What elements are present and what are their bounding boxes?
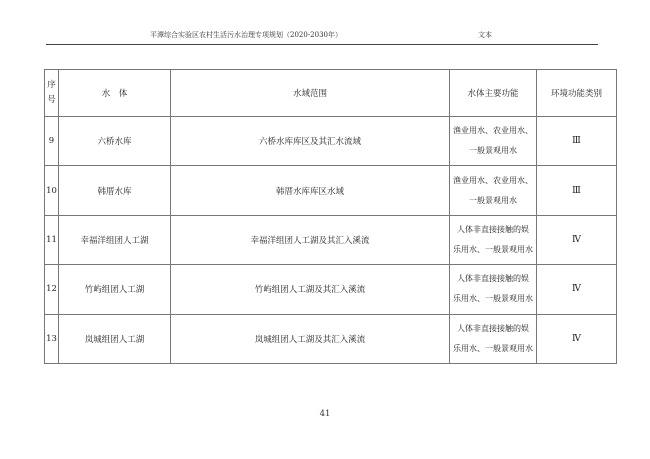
row-class: Ⅳ	[537, 265, 617, 314]
row-index: 12	[45, 265, 59, 314]
page-header	[46, 29, 597, 42]
table-row	[45, 314, 617, 363]
header-class: 环境功能类别	[537, 70, 617, 117]
row-class: Ⅲ	[537, 166, 617, 215]
document-type-label: 文本	[478, 31, 492, 39]
row-index: 9	[45, 117, 59, 166]
table-row	[45, 215, 617, 264]
row-class: Ⅲ	[537, 117, 617, 166]
row-water-body: 幸福洋组团人工湖	[59, 215, 171, 264]
row-scope: 幸福洋组团人工湖及其汇入溪流	[171, 215, 450, 264]
row-water-body: 六桥水库	[59, 117, 171, 166]
table-row	[45, 265, 617, 314]
row-function-line: 乐用水、一般景观用水	[453, 294, 533, 304]
row-water-body: 竹屿组团人工湖	[59, 265, 171, 314]
row-scope: 岚城组团人工湖及其汇入溪流	[171, 314, 450, 363]
row-function-line: 人体非直接接触的娱	[457, 274, 529, 284]
row-function-line: 渔业用水、农业用水、	[453, 126, 533, 136]
row-function-line: 乐用水、一般景观用水	[453, 244, 533, 254]
row-class: Ⅳ	[537, 215, 617, 264]
row-function-line: 人体非直接接触的娱	[457, 224, 529, 234]
row-function-line: 乐用水、一般景观用水	[453, 343, 533, 353]
header-index: 序号	[45, 70, 59, 117]
row-function-line: 人体非直接接触的娱	[457, 323, 529, 333]
row-water-body: 岚城组团人工湖	[59, 314, 171, 363]
row-index: 13	[45, 314, 59, 363]
table-header-row	[45, 70, 617, 117]
document-title: 平潭综合实验区农村生活污水治理专项规划（2020-2030年）	[150, 31, 342, 39]
row-class: Ⅳ	[537, 314, 617, 363]
row-function-line: 一般景观用水	[469, 195, 517, 205]
row-function	[450, 215, 537, 264]
row-water-body: 韩厝水库	[59, 166, 171, 215]
row-index: 11	[45, 215, 59, 264]
page-number: 41	[319, 409, 331, 419]
row-scope: 竹屿组团人工湖及其汇入溪流	[171, 265, 450, 314]
water-function-table	[44, 69, 617, 364]
row-function-line: 一般景观用水	[469, 146, 517, 156]
row-function	[450, 117, 537, 166]
table-row	[45, 117, 617, 166]
header-function: 水体主要功能	[450, 70, 537, 117]
header-water-body: 水 体	[59, 70, 171, 117]
row-function	[450, 314, 537, 363]
row-scope: 六桥水库库区及其汇水流域	[171, 117, 450, 166]
row-function	[450, 265, 537, 314]
header-scope: 水域范围	[171, 70, 450, 117]
row-scope: 韩厝水库库区水域	[171, 166, 450, 215]
row-index: 10	[45, 166, 59, 215]
row-function-line: 渔业用水、农业用水、	[453, 175, 533, 185]
row-function	[450, 166, 537, 215]
table-row	[45, 166, 617, 215]
header-divider	[46, 44, 598, 45]
